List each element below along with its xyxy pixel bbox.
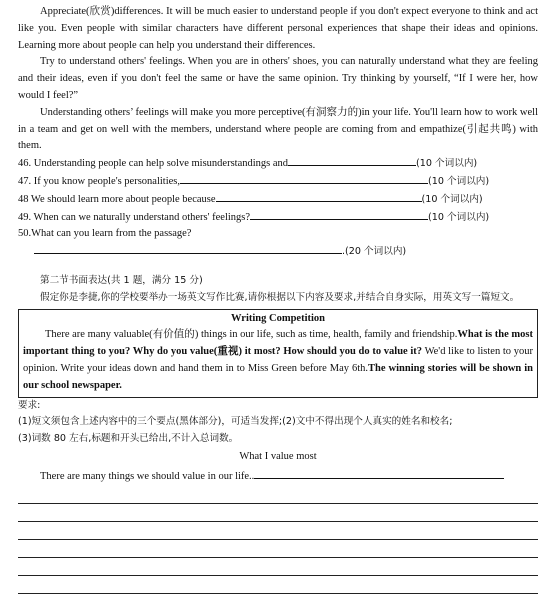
prompt-text: There are many valuable(有价值的) things in our life, such as time, health, family and friendship. bbox=[45, 329, 458, 341]
answer-blank[interactable] bbox=[216, 191, 422, 202]
question-50 bbox=[18, 226, 538, 243]
prompt-key-points: What is the most important thing to you? Why do you value(重视) it most? How should you do to value it? bbox=[23, 329, 534, 358]
answer-blank[interactable] bbox=[254, 468, 504, 479]
answer-blank[interactable] bbox=[180, 173, 428, 184]
question-text: 49. When can we naturally understand others' feelings? bbox=[18, 211, 251, 223]
question-text: 50.What can you learn from the passage? bbox=[18, 228, 192, 240]
requirements-label: 要求: bbox=[18, 399, 41, 411]
paragraph-1: Appreciate(欣赏)differences. It will be much easier to understand people if you don't expect everyone to think and act like you. Even people with similar characters have different personal experiences that shape their ideas and opinions. Learning more about people can help you understand their differences. bbox=[18, 6, 538, 51]
word-limit: .(20 个词以内) bbox=[342, 246, 407, 258]
writing-line[interactable] bbox=[18, 486, 538, 504]
question-text: 47. If you know people's personalities, bbox=[18, 175, 180, 187]
requirement-2: (3)词数 80 左右,标题和开头已给出,不计入总词数。 bbox=[18, 433, 239, 445]
question-48 bbox=[18, 191, 538, 209]
answer-blank[interactable] bbox=[288, 155, 416, 166]
writing-section-title: 第二节书面表达(共 1 题，满分 15 分) bbox=[40, 274, 203, 286]
question-46 bbox=[18, 155, 538, 173]
writing-line[interactable] bbox=[18, 522, 538, 540]
question-50-answer bbox=[18, 243, 538, 261]
writing-instruction: 假定你是李捷,你的学校要举办一场英文写作比赛,请你根据以下内容及要求,并结合自身实际，用英文写一篇短文。 bbox=[40, 291, 520, 303]
question-text: 46. Understanding people can help solve misunderstandings and bbox=[18, 158, 289, 170]
prompt-box bbox=[18, 309, 538, 398]
essay-start bbox=[18, 468, 538, 486]
paragraph-2: Try to understand others' feelings. When you are in others' shoes, you can naturally understand what they are feeling and their ideas, even if you don't feel the same or have the same opinion. Try thinking by yourself, “If I were her, how would I feel?” bbox=[18, 56, 538, 101]
answer-blank[interactable] bbox=[250, 209, 428, 220]
paragraph-3: Understanding others’ feelings will make you more perceptive(有洞察力的)in your life. You'll learn how to work well in a team and get on well with the members, understand where people are coming from and empathize(引起共鸣) with them. bbox=[18, 106, 538, 152]
word-limit: (10 个词以内) bbox=[421, 193, 483, 205]
prompt-box-text bbox=[23, 327, 533, 394]
requirement-1: (1)短文须包含上述内容中的三个要点(黑体部分)，可适当发挥;(2)文中不得出现个人真实的姓名和校名; bbox=[18, 416, 453, 428]
prompt-box-title: Writing Competition bbox=[230, 312, 325, 324]
question-text: 48 We should learn more about people because bbox=[18, 193, 216, 205]
word-limit: (10 个词以内) bbox=[416, 158, 478, 170]
prompt-note: The winning stories will be shown in our school newspaper. bbox=[23, 362, 533, 391]
word-limit: (10 个词以内) bbox=[428, 175, 490, 187]
writing-line[interactable] bbox=[18, 576, 538, 594]
word-limit: (10 个词以内) bbox=[428, 211, 490, 223]
essay-title: What I value most bbox=[239, 450, 317, 462]
question-47 bbox=[18, 173, 538, 191]
worksheet bbox=[18, 4, 538, 594]
writing-line[interactable] bbox=[18, 504, 538, 522]
answer-blank[interactable] bbox=[34, 243, 342, 254]
essay-opening-text: There are many things we should value in our life.. bbox=[40, 470, 255, 482]
prompt-text: We'd like to listen to your opinion. Write your ideas down and hand them in to Miss Green before May 6th. bbox=[23, 346, 534, 374]
writing-area[interactable] bbox=[18, 486, 538, 594]
writing-line[interactable] bbox=[18, 540, 538, 558]
question-49 bbox=[18, 209, 538, 227]
writing-line[interactable] bbox=[18, 558, 538, 576]
